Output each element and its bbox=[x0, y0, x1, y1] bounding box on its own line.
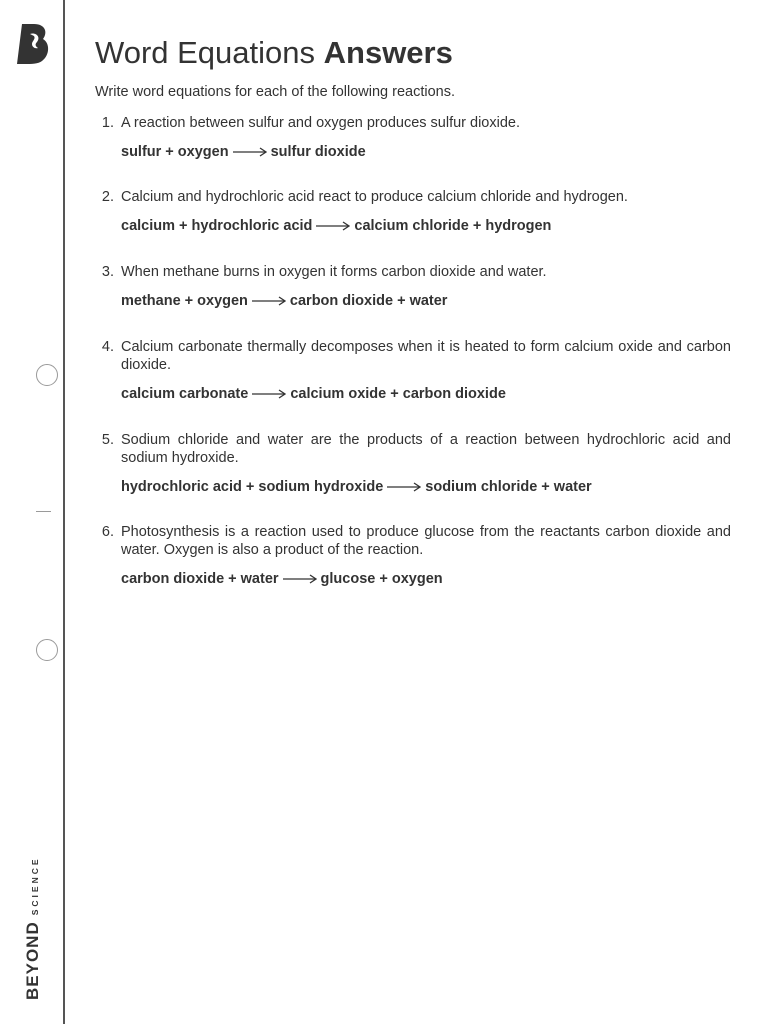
title-bold: Answers bbox=[323, 35, 453, 70]
title-regular: Word Equations bbox=[95, 35, 315, 70]
equation-products: calcium oxide + carbon dioxide bbox=[290, 386, 506, 402]
question-text: When methane burns in oxygen it forms carbon dioxide and water. bbox=[121, 264, 547, 280]
equation-products: sulfur dioxide bbox=[270, 144, 366, 160]
word-equation bbox=[121, 291, 731, 311]
word-equation bbox=[121, 384, 731, 404]
word-equation bbox=[121, 142, 731, 162]
binder-hole-top bbox=[36, 364, 58, 386]
brand-subname: SCIENCE bbox=[30, 856, 40, 916]
question-text: Photosynthesis is a reaction used to produce glucose from the reactants carbon dioxide and water. Oxygen is also a product of the reaction. bbox=[121, 524, 731, 558]
question-item bbox=[95, 523, 731, 589]
question-number: 3. bbox=[101, 264, 114, 280]
question-number: 4. bbox=[101, 339, 114, 355]
page-title bbox=[95, 34, 731, 72]
equation-products: glucose + oxygen bbox=[320, 571, 443, 587]
question-text: Calcium and hydrochloric acid react to produce calcium chloride and hydrogen. bbox=[121, 189, 628, 205]
equation-reactants: methane + oxygen bbox=[121, 293, 248, 309]
reaction-arrow-icon bbox=[283, 574, 317, 584]
question-item bbox=[95, 114, 731, 162]
worksheet-content bbox=[95, 34, 731, 589]
reaction-arrow-icon bbox=[316, 221, 350, 231]
question-item bbox=[95, 338, 731, 404]
equation-products: carbon dioxide + water bbox=[289, 293, 448, 309]
reaction-arrow-icon bbox=[387, 482, 421, 492]
question-list bbox=[95, 114, 731, 589]
margin-rule bbox=[63, 0, 65, 1024]
equation-reactants: calcium carbonate bbox=[121, 386, 249, 402]
equation-reactants: calcium + hydrochloric acid bbox=[121, 218, 313, 234]
question-item bbox=[95, 263, 731, 311]
reaction-arrow-icon bbox=[252, 389, 286, 399]
reaction-arrow-icon bbox=[233, 147, 267, 157]
binder-hole-bottom bbox=[36, 639, 58, 661]
question-number: 2. bbox=[101, 189, 114, 205]
word-equation bbox=[121, 569, 731, 589]
brand-name: BEYOND bbox=[23, 921, 42, 1000]
reaction-arrow-icon bbox=[252, 296, 286, 306]
question-text: A reaction between sulfur and oxygen produces sulfur dioxide. bbox=[121, 115, 520, 131]
equation-reactants: sulfur + oxygen bbox=[121, 144, 229, 160]
equation-products: sodium chloride + water bbox=[425, 479, 592, 495]
equation-reactants: carbon dioxide + water bbox=[121, 571, 279, 587]
question-number: 1. bbox=[101, 115, 114, 131]
brand-wordmark bbox=[23, 856, 43, 1000]
question-item bbox=[95, 431, 731, 497]
question-number: 5. bbox=[101, 432, 114, 448]
equation-reactants: hydrochloric acid + sodium hydroxide bbox=[121, 479, 384, 495]
question-text: Calcium carbonate thermally decomposes when it is heated to form calcium oxide and carbon dioxide. bbox=[121, 339, 731, 373]
fold-mark bbox=[36, 511, 51, 512]
beyond-b-logo-icon bbox=[14, 22, 52, 66]
question-text: Sodium chloride and water are the products of a reaction between hydrochloric acid and sodium hydroxide. bbox=[121, 432, 731, 466]
word-equation bbox=[121, 216, 731, 236]
equation-products: calcium chloride + hydrogen bbox=[354, 218, 552, 234]
word-equation bbox=[121, 477, 731, 497]
question-number: 6. bbox=[101, 524, 114, 540]
instructions: Write word equations for each of the following reactions. bbox=[95, 84, 456, 100]
question-item bbox=[95, 188, 731, 236]
